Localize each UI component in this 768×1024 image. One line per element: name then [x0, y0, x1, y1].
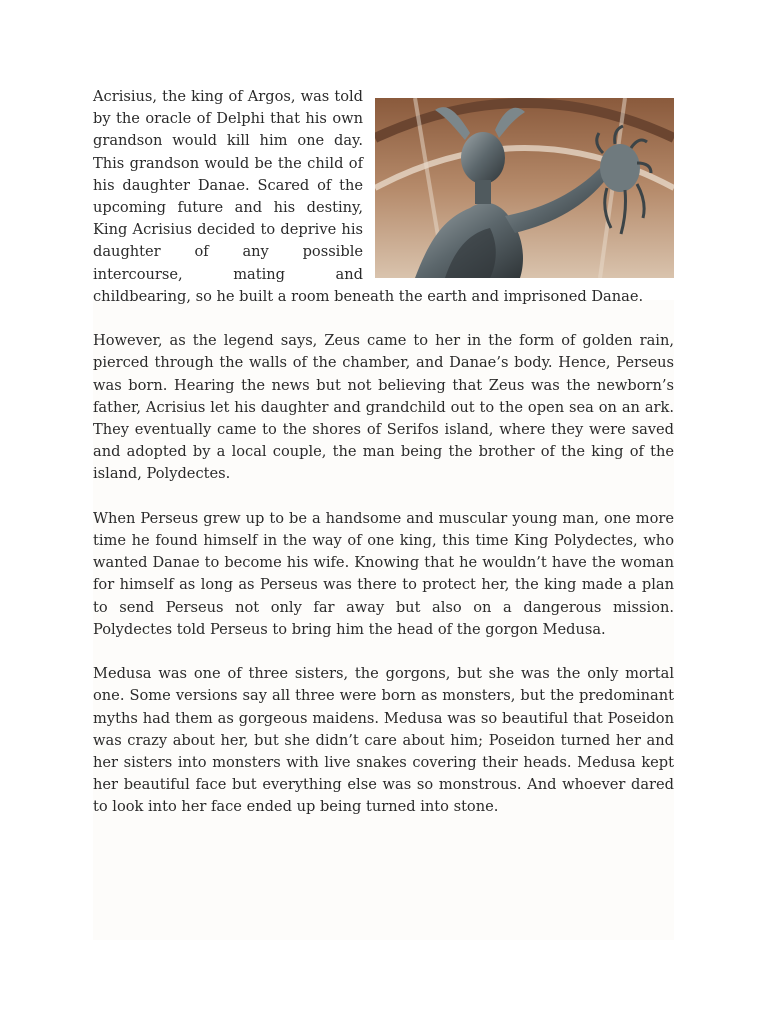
perseus-statue-photo	[375, 98, 674, 278]
paragraph-acrisius: Acrisius, the king of Argos, was told by the oracle of Delphi that his own grandson would kill him one day. This grandson would be the child of his daughter Danae. Scared of the upcoming future and his destiny, King Acrisius decided to deprive his daughter of any possible intercourse, mating and childbearing, so he built a room beneath the earth and imprisoned Danae.	[93, 88, 644, 305]
article-body	[93, 86, 674, 841]
paragraph-medusa: Medusa was one of three sisters, the gorgons, but she was the only mortal one. Some versions say all three were born as monsters, but the predominant myths had them as gorgeous maidens. Medusa was so beautiful that Poseidon was crazy about her, but she didn’t care about him; Poseidon turned her and her sisters into monsters with live snakes covering their heads. Medusa kept her beautiful face but everything else was so monstrous. And whoever dared to look into her face ended up being turned into stone.	[93, 665, 674, 816]
perseus-statue-icon	[375, 98, 674, 278]
paragraph-zeus: However, as the legend says, Zeus came to her in the form of golden rain, pierced through the walls of the chamber, and Danae’s body. Hence, Perseus was born. Hearing the news but not believing that Zeus was the newborn’s father, Acrisius let his daughter and grandchild out to the open sea on an ark. They eventually came to the shores of Serifos island, where they were saved and adopted by a local couple, the man being the brother of the king of the island, Polydectes.	[93, 332, 674, 483]
paragraph-polydectes: When Perseus grew up to be a handsome and muscular young man, one more time he found himself in the way of one king, this time King Polydectes, who wanted Danae to become his wife. Knowing that he wouldn’t have the woman for himself as long as Perseus was there to protect her, the king made a plan to send Perseus not only far away but also on a dangerous mission. Polydectes told Perseus to bring him the head of the gorgon Medusa.	[93, 509, 674, 638]
